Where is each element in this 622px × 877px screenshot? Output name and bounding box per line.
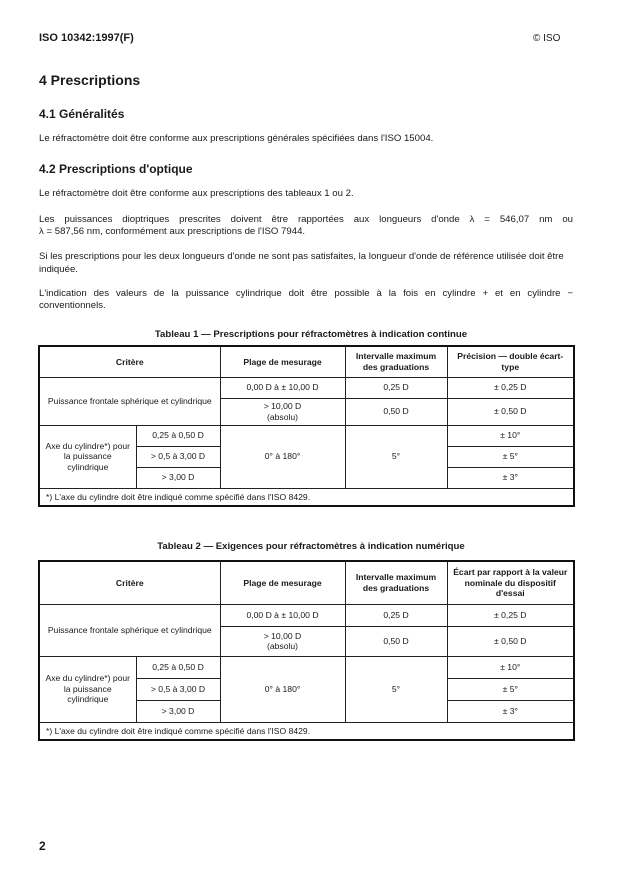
table-2-axis-interval: 5° bbox=[345, 656, 447, 722]
table-2-axis-label: Axe du cylindre*) pour la puissance cylindrique bbox=[39, 656, 136, 722]
table-1-axis-value-3: ± 3° bbox=[447, 467, 574, 488]
document-id: ISO 10342:1997(F) bbox=[39, 32, 134, 44]
table-1-axis-range: 0° à 180° bbox=[220, 425, 345, 488]
table-1-row2-range-main: > 10,00 D bbox=[263, 401, 302, 411]
table-2-row2-interval: 0,50 D bbox=[345, 626, 447, 656]
section-4-2-paragraph-2a: Les puissances dioptriques prescrites doivent être rapportées aux longueurs d'onde λ = 546,07 nm ou bbox=[39, 214, 573, 225]
table-1-axis-sub-3: > 3,00 D bbox=[136, 467, 220, 488]
table-2-caption: Tableau 2 — Exigences pour réfractomètres à indication numérique bbox=[157, 541, 465, 552]
table-1-row2-value: ± 0,50 D bbox=[447, 398, 574, 425]
table-2-row1-value: ± 0,25 D bbox=[447, 604, 574, 626]
table-1-header-precision: Précision — double écart-type bbox=[447, 346, 574, 377]
table-2-axis-sub-3: > 3,00 D bbox=[136, 700, 220, 722]
section-4-1-paragraph: Le réfractomètre doit être conforme aux prescriptions générales spécifiées dans l'ISO 15004. bbox=[39, 133, 434, 144]
page-number: 2 bbox=[39, 839, 46, 853]
table-2-row2-value: ± 0,50 D bbox=[447, 626, 574, 656]
table-1-header-intervalle: Intervalle maximum des graduations bbox=[345, 346, 447, 377]
table-1-row1-range: 0,00 D à ± 10,00 D bbox=[220, 377, 345, 398]
table-1-axis-sub-1: 0,25 à 0,50 D bbox=[136, 425, 220, 446]
table-1-sph-label: Puissance frontale sphérique et cylindrique bbox=[39, 377, 220, 425]
table-2-header-intervalle: Intervalle maximum des graduations bbox=[345, 561, 447, 604]
table-2-header-critere: Critère bbox=[39, 561, 220, 604]
table-1-row2-range bbox=[220, 398, 345, 425]
table-2-axis-sub-1: 0,25 à 0,50 D bbox=[136, 656, 220, 678]
table-1-header-critere: Critère bbox=[39, 346, 220, 377]
table-1 bbox=[38, 345, 575, 507]
table-2-footnote: *) L'axe du cylindre doit être indiqué comme spécifié dans l'ISO 8429. bbox=[39, 722, 574, 740]
table-1-row2-interval: 0,50 D bbox=[345, 398, 447, 425]
table-1-header-plage: Plage de mesurage bbox=[220, 346, 345, 377]
table-2-row2-range-sub: (absolu) bbox=[266, 641, 299, 651]
table-2 bbox=[38, 560, 575, 741]
table-1-axis-interval: 5° bbox=[345, 425, 447, 488]
section-4-2-paragraph-1: Le réfractomètre doit être conforme aux prescriptions des tableaux 1 ou 2. bbox=[39, 188, 354, 199]
table-1-axis-label: Axe du cylindre*) pour la puissance cylindrique bbox=[39, 425, 136, 488]
table-2-axis-value-1: ± 10° bbox=[447, 656, 574, 678]
table-1-caption: Tableau 1 — Prescriptions pour réfractomètres à indication continue bbox=[154, 329, 468, 340]
section-4-2-paragraph-4a: L'indication des valeurs de la puissance cylindrique doit être possible à la fois en cylindre + et en cylindre − bbox=[39, 288, 573, 299]
table-2-row1-interval: 0,25 D bbox=[345, 604, 447, 626]
table-1-axis-sub-2: > 0,5 à 3,00 D bbox=[136, 446, 220, 467]
table-2-header-ecart: Écart par rapport à la valeur nominale du dispositif d'essai bbox=[447, 561, 574, 604]
section-4-title: 4 Prescriptions bbox=[39, 72, 141, 88]
section-4-2-paragraph-2b: λ = 587,56 nm, conformément aux prescriptions de l'ISO 7944. bbox=[39, 226, 306, 237]
table-1-footnote: *) L'axe du cylindre doit être indiqué comme spécifié dans l'ISO 8429. bbox=[39, 488, 574, 506]
section-4-2-paragraph-3: Si les prescriptions pour les deux longueurs d'onde ne sont pas satisfaites, la longueur d'onde de référence utilisée doit être indiquée. bbox=[39, 251, 564, 275]
table-1-row1-interval: 0,25 D bbox=[345, 377, 447, 398]
table-2-row2-range-main: > 10,00 D bbox=[263, 630, 302, 641]
section-4-2-paragraph-4b: conventionnels. bbox=[39, 300, 106, 311]
table-1-axis-value-2: ± 5° bbox=[447, 446, 574, 467]
table-2-header-plage: Plage de mesurage bbox=[220, 561, 345, 604]
section-4-1-title: 4.1 Généralités bbox=[39, 107, 125, 121]
table-2-row1-range: 0,00 D à ± 10,00 D bbox=[220, 604, 345, 626]
table-1-row1-value: ± 0,25 D bbox=[447, 377, 574, 398]
table-2-sph-label: Puissance frontale sphérique et cylindrique bbox=[39, 604, 220, 656]
table-2-row2-range bbox=[220, 626, 345, 656]
table-2-axis-sub-2: > 0,5 à 3,00 D bbox=[136, 678, 220, 700]
table-1-axis-value-1: ± 10° bbox=[447, 425, 574, 446]
table-2-axis-value-2: ± 5° bbox=[447, 678, 574, 700]
table-2-axis-range: 0° à 180° bbox=[220, 656, 345, 722]
section-4-2-title: 4.2 Prescriptions d'optique bbox=[39, 162, 193, 176]
table-1-row2-range-sub: (absolu) bbox=[266, 411, 299, 422]
copyright-mark: © ISO bbox=[533, 33, 561, 44]
table-2-axis-value-3: ± 3° bbox=[447, 700, 574, 722]
